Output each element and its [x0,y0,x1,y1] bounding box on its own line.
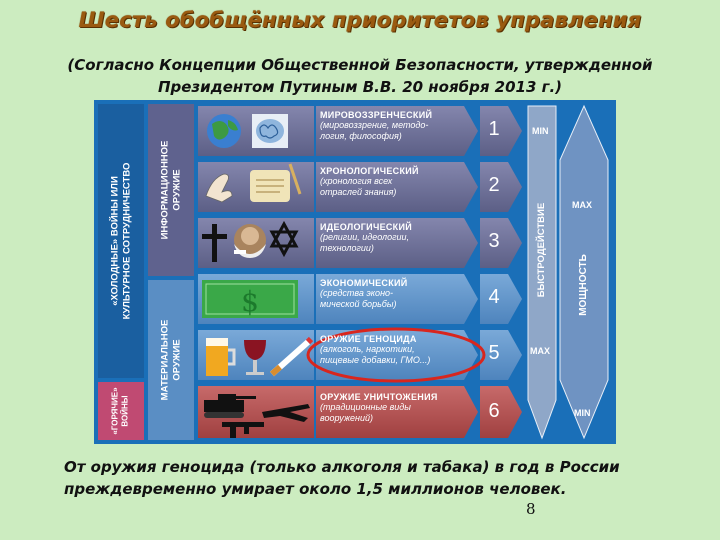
speed-label: БЫСТРОДЕЙСТВИЕ [536,202,548,298]
speed-label-cell [528,180,556,320]
brain-icon [252,114,288,148]
priority-6-detail-1: (традиционные виды [320,402,411,412]
footer-line-2: преждевременно умирает около 1,5 миллионов человек. [64,480,567,498]
page-title: Шесть обобщённых приоритетов управления [78,8,642,32]
priority-1-detail-2: логия, философия) [320,131,402,141]
priority-5-name: ОРУЖИЕ ГЕНОЦИДА [320,334,417,344]
svg-text:$: $ [241,285,259,318]
dollar-icon [202,280,298,318]
priority-2-number: 2 [488,174,500,196]
priority-1-name: МИРОВОЗЗРЕНЧЕСКИЙ [320,110,433,120]
cold-war-label-line2: КУЛЬТУРНОЕ СОТРУДНИЧЕСТВО [121,162,133,320]
hot-war-label-line2: ВОЙНЫ [121,395,130,427]
priority-2-detail-2: отраслей знания) [320,187,397,197]
globe-icon [207,114,241,148]
priority-2-detail-1: (хронология всех [320,176,393,186]
priority-6-number: 6 [488,400,500,422]
scale-min-bottom: MIN [574,408,591,418]
priorities-diagram [94,100,616,444]
priority-6-text [320,392,470,424]
info-weapon-label-line2: ОРУЖИЕ [171,169,182,211]
priority-5-detail-2: пищевые добавки, ГМО...) [320,355,431,365]
priority-6-detail-2: вооружений) [320,413,373,423]
priority-3-detail-2: технологии) [320,243,374,253]
priority-6-name: ОРУЖИЕ УНИЧТОЖЕНИЯ [320,392,438,402]
priority-4-number: 4 [488,286,500,308]
subtitle-line-2: Президентом Путиным В.В. 20 ноября 2013 г.) [157,78,563,96]
scale-max-mid: MAX [572,200,592,210]
hot-war-label-line1: «ГОРЯЧИЕ» [111,387,120,435]
priority-4-detail-1: (средства эконо- [320,288,394,298]
info-weapon-label-line1: ИНФОРМАЦИОННОЕ [159,140,170,240]
page-number: 8 [526,500,536,518]
material-weapon-label-line2: ОРУЖИЕ [171,339,183,381]
footer-line-1: От оружия геноцида (только алкоголя и табака) в год в России [64,458,620,476]
priority-1-text [320,110,470,142]
scale-min-top: MIN [532,126,549,136]
priority-2-name: ХРОНОЛОГИЧЕСКИЙ [320,166,419,176]
priority-5-number: 5 [488,342,500,364]
priority-1-number: 1 [488,118,500,140]
portrait-icon [234,224,266,258]
priority-3-number: 3 [488,230,500,252]
priority-5-detail-1: (алкоголь, наркотики, [320,344,415,354]
priority-3-text [320,222,470,254]
priority-4-text [320,278,470,310]
cold-war-label-line1: «ХОЛОДНЫЕ» ВОЙНЫ ИЛИ [109,176,121,306]
priority-2-text [320,166,470,198]
material-weapon-label-line1: МАТЕРИАЛЬНОЕ [159,319,171,401]
priority-3-detail-1: (религии, идеологии, [320,232,410,242]
priority-3-name: ИДЕОЛОГИЧЕСКИЙ [320,222,413,232]
scale-max-low: MAX [530,346,550,356]
subtitle-line-1: (Согласно Концепции Общественной Безопасности, утвержденной [67,56,653,74]
priority-5-text [320,334,470,366]
power-label: МОЩНОСТЬ [578,254,590,316]
power-label-cell [564,230,604,340]
priority-1-detail-1: (мировоззрение, методо- [320,120,429,130]
priority-4-name: ЭКОНОМИЧЕСКИЙ [320,278,408,288]
priority-4-detail-2: мической борьбы) [320,299,397,309]
